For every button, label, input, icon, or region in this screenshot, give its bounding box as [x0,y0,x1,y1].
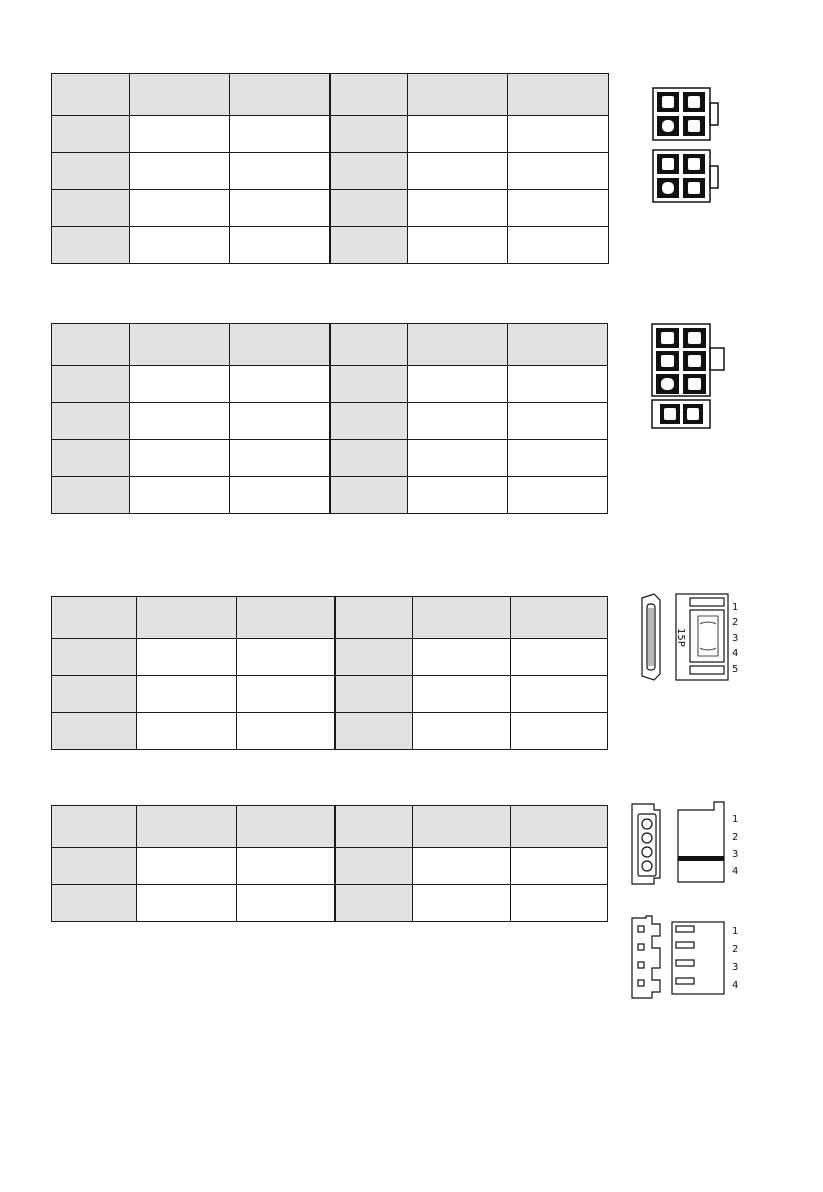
pinout-table-3 [51,596,608,750]
sata-label: 15P [675,628,686,647]
sata-power-connector-icon [628,590,748,686]
table-row [52,713,608,750]
table-row [52,885,608,922]
table-row [52,639,608,676]
floppy-pin-number: 1 [732,926,739,937]
floppy-pin-number: 4 [732,980,739,991]
sata-pin-number: 2 [732,617,739,628]
table-row [52,477,608,514]
table-row [52,190,609,227]
molex-pin-number: 4 [732,866,739,877]
pinout-table-4 [51,805,608,922]
table-row [52,403,608,440]
table-header-row [52,324,608,366]
sata-pin-number: 4 [732,648,739,659]
molex-connector-icon [628,798,748,892]
4-pin-power-connector-icon [648,86,728,218]
table-row [52,440,608,477]
table-row [52,676,608,713]
sata-pin-number: 1 [732,602,739,613]
table-header-row [52,597,608,639]
8-pin-pcie-connector-icon [648,322,728,432]
sata-pin-number: 3 [732,633,739,644]
table-row [52,227,609,264]
floppy-pin-number: 2 [732,944,739,955]
pinout-table-2 [51,323,608,514]
sata-pin-number: 5 [732,664,739,675]
table-row [52,153,609,190]
pinout-table-1 [51,73,609,264]
table-row [52,366,608,403]
table-row [52,116,609,153]
molex-pin-number: 1 [732,814,739,825]
molex-pin-number: 2 [732,832,739,843]
molex-pin-number: 3 [732,849,739,860]
table-header-row [52,74,609,116]
table-row [52,848,608,885]
floppy-connector-icon [628,912,748,1002]
table-header-row [52,806,608,848]
floppy-pin-number: 3 [732,962,739,973]
